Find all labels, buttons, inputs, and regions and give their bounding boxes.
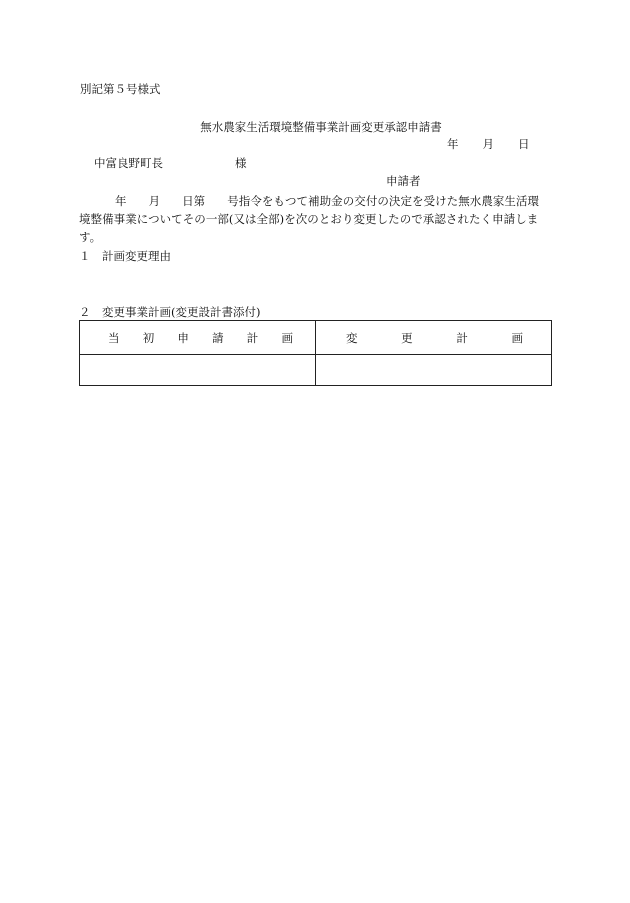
original-plan-label (80, 330, 315, 346)
addressee: 中富良野町長 (94, 156, 163, 170)
header-char: 計 (246, 330, 259, 345)
body-line-2: 境整備事業についてその一部(又は全部)を次のとおり変更したので承認されたく申請しま (79, 212, 539, 226)
date-day: 日 (518, 137, 530, 151)
header-char: 当 (108, 330, 120, 345)
header-original-plan (80, 321, 316, 355)
body-month: 月 (148, 194, 161, 208)
header-char: 請 (212, 330, 224, 345)
header-char: 変 (346, 330, 358, 345)
date-month: 月 (482, 137, 494, 151)
header-char: 画 (281, 330, 293, 345)
body-year: 年 (115, 194, 127, 208)
section-2-heading: ２ 変更事業計画(変更設計書添付) (79, 305, 261, 319)
document-title: 無水農家生活環境整備事業計画変更承認申請書 (200, 120, 442, 134)
honorific: 様 (235, 156, 247, 170)
body-paragraph (79, 192, 555, 246)
header-char: 更 (401, 330, 413, 345)
table-row (80, 355, 552, 386)
date-year: 年 (447, 137, 459, 151)
date-line (447, 137, 530, 151)
body-line-1-rest: 号指令をもつて補助金の交付の決定を受けた無水農家生活環 (227, 194, 540, 208)
table-header-row (80, 321, 552, 355)
body-day: 日第 (182, 194, 206, 208)
changed-plan-cell[interactable] (316, 355, 552, 386)
header-char: 画 (511, 330, 523, 345)
changed-plan-label (316, 330, 551, 346)
header-changed-plan (316, 321, 552, 355)
applicant-label: 申請者 (386, 174, 421, 188)
original-plan-cell[interactable] (80, 355, 316, 386)
header-char: 計 (456, 330, 468, 345)
body-line-3: す。 (79, 230, 102, 244)
section-1-heading: １ 計画変更理由 (79, 249, 171, 263)
body-line-1 (79, 192, 555, 210)
header-char: 申 (177, 330, 189, 345)
plan-table (79, 320, 552, 386)
header-char: 初 (142, 330, 155, 345)
form-number: 別記第５号様式 (80, 82, 161, 96)
